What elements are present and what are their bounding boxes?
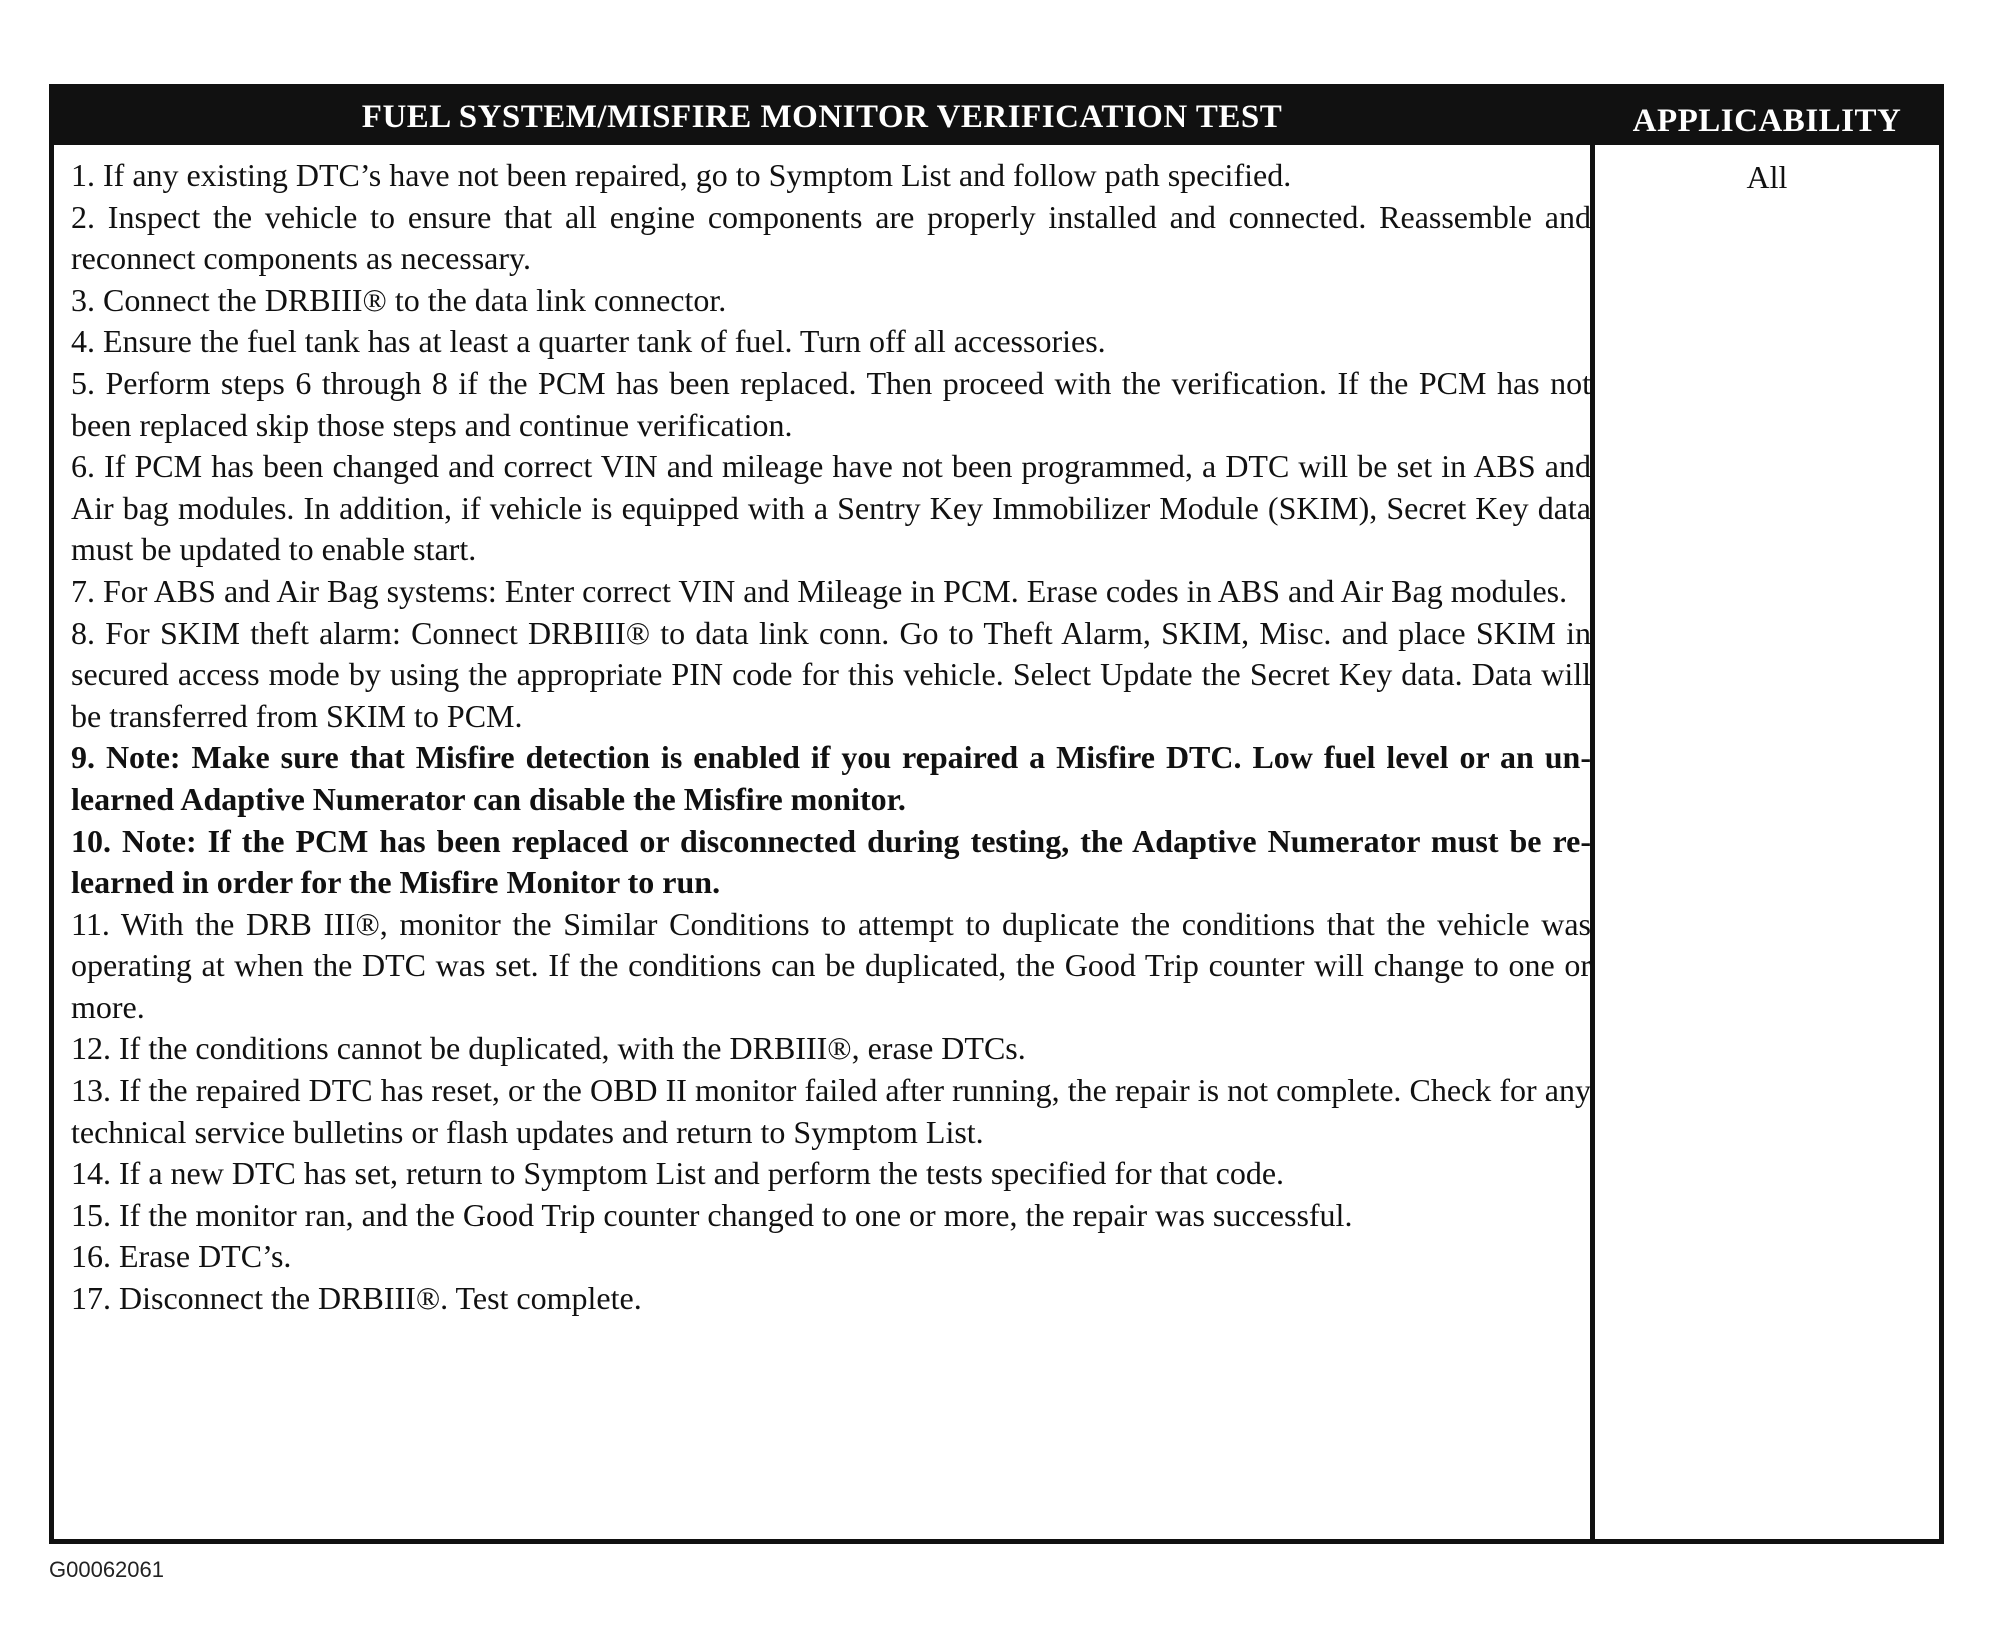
step-6: 6. If PCM has been changed and correct VIN and mileage have not been programmed, a DTC will be set in ABS and Air bag modules. In addition, if vehicle is equipped with a Sentry Key Immobilizer Module (SKIM), Secret Key data must be updated to enable start. [71,448,1591,568]
step-14: 14. If a new DTC has set, return to Symptom List and perform the tests specified for that code. [71,1155,1285,1192]
step-1: 1. If any existing DTC’s have not been repaired, go to Symptom List and follow path specified. [71,157,1292,193]
applicability-value: All [1746,159,1788,195]
step-10-note: 10. Note: If the PCM has been replaced or disconnected during testing, the Adaptive Numerator must be re-learned in order for the Misfire Monitor to run. [71,822,1591,901]
figure-id: G00062061 [49,1557,164,1582]
step-15: 15. If the monitor ran, and the Good Trip counter changed to one or more, the repair was successful. [71,1196,1353,1233]
applicability-header: APPLICABILITY [1632,103,1902,139]
step-7: 7. For ABS and Air Bag systems: Enter correct VIN and Mileage in PCM. Erase codes in ABS and Air Bag modules. [71,572,1568,609]
test-steps [71,155,1591,1320]
table-header-row [54,89,1939,145]
step-2: 2. Inspect the vehicle to ensure that all engine components are properly installed and connected. Reassemble and reconnect components as necessary. [71,198,1591,277]
step-13: 13. If the repaired DTC has reset, or the OBD II monitor failed after running, the repair is not complete. Check for any technical service bulletins or flash updates and return to Symptom List. [71,1072,1591,1150]
step-17: 17. Disconnect the DRBIII®. Test complete. [71,1280,642,1317]
step-4: 4. Ensure the fuel tank has at least a quarter tank of fuel. Turn off all accessories. [71,323,1106,360]
step-5: 5. Perform steps 6 through 8 if the PCM has been replaced. Then proceed with the verification. If the PCM has not been replaced skip those steps and continue verification. [71,364,1591,443]
step-11: 11. With the DRB III®, monitor the Similar Conditions to attempt to duplicate the conditions that the vehicle was operating at when the DTC was set. If the conditions can be duplicated, the Good Trip counter will change to one or more. [71,905,1591,1025]
step-3: 3. Connect the DRBIII® to the data link connector. [71,281,727,318]
step-12: 12. If the conditions cannot be duplicated, with the DRBIII®, erase DTCs. [71,1030,1026,1067]
step-9-note: 9. Note: Make sure that Misfire detection is enabled if you repaired a Misfire DTC. Low fuel level or an un-learned Adaptive Numerator can disable the Misfire monitor. [71,739,1591,817]
step-16: 16. Erase DTC’s. [71,1238,292,1275]
step-8: 8. For SKIM theft alarm: Connect DRBIII® to data link conn. Go to Theft Alarm, SKIM, Misc. and place SKIM in secured access mode by using the appropriate PIN code for this vehicle. Select Update the Secret Key data. Data will be transferred from SKIM to PCM. [71,614,1591,734]
table-title: FUEL SYSTEM/MISFIRE MONITOR VERIFICATION TEST [361,99,1283,135]
verification-test-table [49,84,1944,1544]
